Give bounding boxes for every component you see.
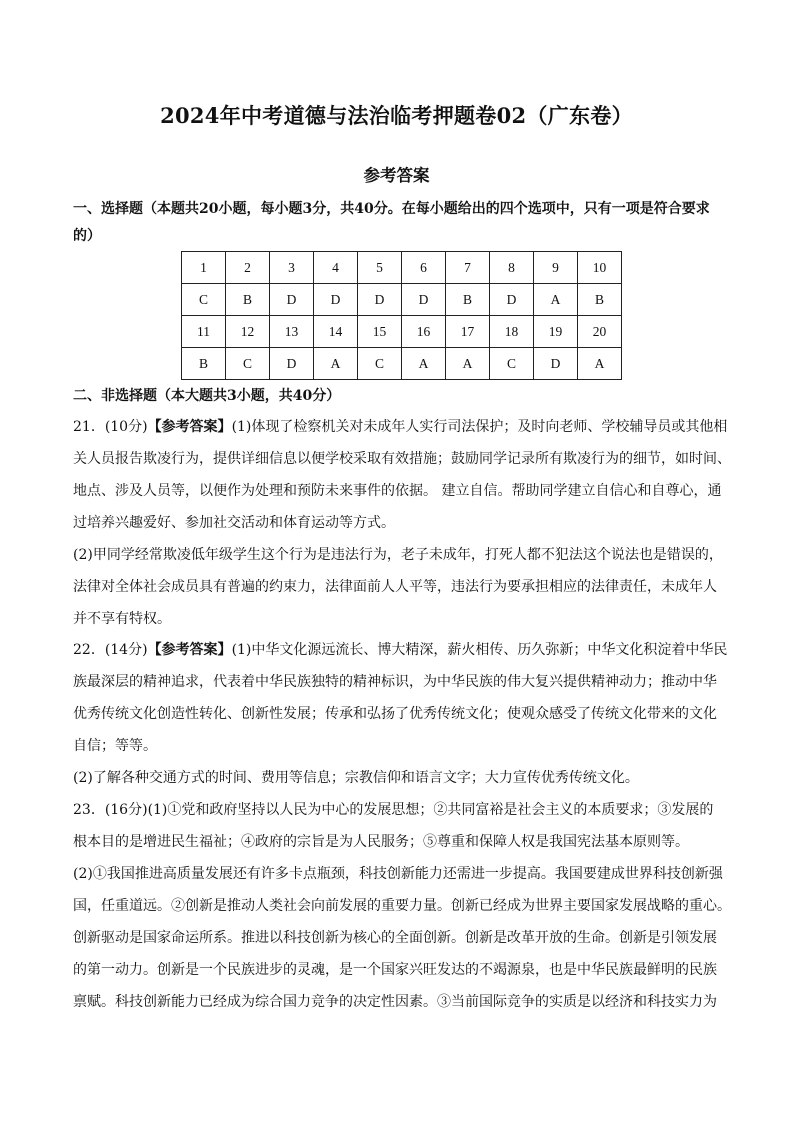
- q21-line: 过培养兴趣爱好、参加社交活动和体育运动等方式。: [73, 515, 395, 531]
- q21-line: 法律对全体社会成员具有普遍的约束力，法律面前人人平等，违法行为要承担相应的法律责任，未成年人: [73, 579, 717, 595]
- question-number-cell: 4: [314, 252, 358, 284]
- answer-table-row: [182, 316, 622, 348]
- answer-table-row: [182, 284, 622, 316]
- question-number-cell: 20: [578, 316, 622, 348]
- answer-cell: B: [226, 284, 270, 316]
- q21-text: (1)体现了检察机关对未成年人实行司法保护；及时向老师、学校辅导员或其他相: [231, 419, 728, 435]
- doc-subtitle: 参考答案: [363, 166, 430, 185]
- q21-line: 关人员报告欺凌行为，提供详细信息以便学校采取有效措施；鼓励同学记录所有欺凌行为的细节，如时间、: [73, 451, 731, 467]
- answer-cell: C: [358, 348, 402, 380]
- q21-tag: 【参考答案】: [147, 419, 232, 435]
- q21-line-1: [73, 411, 733, 443]
- q22-line: 族最深层的精神追求，代表着中华民族独特的精神标识，为中华民族的伟大复兴提供精神动力；推动中华: [73, 674, 717, 690]
- answer-cell: B: [182, 348, 226, 380]
- q23-number: 23．(16分): [73, 802, 148, 818]
- q23-line: 创新驱动是国家命运所系。推进以科技创新为核心的全面创新。创新是改革开放的生命。创新是引领发展: [73, 930, 717, 946]
- section1-heading: 一、选择题（本题共20小题，每小题3分，共40分。在每小题给出的四个选项中，只有一项是符合要求的）: [73, 201, 710, 244]
- question-number-cell: 7: [446, 252, 490, 284]
- answer-cell: A: [402, 348, 446, 380]
- answer-cell: D: [402, 284, 446, 316]
- answer-cell: D: [534, 348, 578, 380]
- question-number-cell: 9: [534, 252, 578, 284]
- answer-cell: D: [358, 284, 402, 316]
- answer-cell: C: [226, 348, 270, 380]
- question-number-cell: 6: [402, 252, 446, 284]
- q22-line-1: [73, 634, 733, 666]
- question-number-cell: 16: [402, 316, 446, 348]
- answer-table: [181, 251, 622, 380]
- q23-line: 根本目的是增进民生福祉；④政府的宗旨是为人民服务；⑤尊重和保障人权是我国宪法基本原则等。: [73, 834, 689, 850]
- q23-line-1: [73, 794, 733, 826]
- question-number-cell: 13: [270, 316, 314, 348]
- answer-cell: B: [446, 284, 490, 316]
- answer-cell: D: [490, 284, 534, 316]
- q23-line: 禀赋。科技创新能力已经成为综合国力竞争的决定性因素。③当前国际竞争的实质是以经济和科技实力为: [73, 994, 717, 1010]
- q22-line: 自信；等等。: [73, 738, 157, 754]
- answer-cell: A: [314, 348, 358, 380]
- q23-line: 国，任重道远。②创新是推动人类社会向前发展的重要力量。创新已经成为世界主要国家发展战略的重心。: [73, 898, 731, 914]
- q22-line: 优秀传统文化创造性转化、创新性发展；传承和弘扬了优秀传统文化；使观众感受了传统文化带来的文化: [73, 706, 717, 722]
- q22-text: (1)中华文化源远流长、博大精深，薪火相传、历久弥新；中华文化积淀着中华民: [231, 642, 728, 658]
- question-number-cell: 8: [490, 252, 534, 284]
- q21-line: 地点、涉及人员等，以便作为处理和预防未来事件的依据。 建立自信。帮助同学建立自信心和自尊心，通: [73, 483, 722, 499]
- question-number-cell: 17: [446, 316, 490, 348]
- question-number-cell: 18: [490, 316, 534, 348]
- answer-cell: D: [270, 284, 314, 316]
- q22-tag: 【参考答案】: [147, 642, 232, 658]
- q21-line: (2)甲同学经常欺凌低年级学生这个行为是违法行为，老子未成年，打死人都不犯法这个说法也是错误的，: [73, 547, 723, 563]
- answer-table-row: [182, 348, 622, 380]
- question-number-cell: 3: [270, 252, 314, 284]
- answer-cell: D: [270, 348, 314, 380]
- q21-line: 并不享有特权。: [73, 611, 171, 627]
- question-number-cell: 2: [226, 252, 270, 284]
- q23-line: (2)①我国推进高质量发展还有许多卡点瓶颈，科技创新能力还需进一步提高。我国要建成世界科技创新强: [73, 866, 723, 882]
- answer-cell: A: [446, 348, 490, 380]
- question-number-cell: 10: [578, 252, 622, 284]
- answer-cell: B: [578, 284, 622, 316]
- q22-number: 22．(14分): [73, 642, 148, 658]
- answer-cell: D: [314, 284, 358, 316]
- question-number-cell: 14: [314, 316, 358, 348]
- question-number-cell: 1: [182, 252, 226, 284]
- question-number-cell: 11: [182, 316, 226, 348]
- question-23: [73, 794, 733, 1018]
- question-number-cell: 15: [358, 316, 402, 348]
- question-number-cell: 5: [358, 252, 402, 284]
- section2-heading: 二、非选择题（本大题共3小题，共40分）: [73, 388, 341, 404]
- question-21: [73, 411, 733, 635]
- q22-line: (2)了解各种交通方式的时间、费用等信息；宗教信仰和语言文字；大力宣传优秀传统文化。: [73, 770, 639, 786]
- q23-text: (1)①党和政府坚持以人民为中心的发展思想；②共同富裕是社会主义的本质要求；③发展的: [147, 802, 714, 818]
- answer-cell: C: [182, 284, 226, 316]
- q21-number: 21．(10分): [73, 419, 148, 435]
- answer-cell: A: [578, 348, 622, 380]
- answer-cell: C: [490, 348, 534, 380]
- question-number-cell: 12: [226, 316, 270, 348]
- question-number-cell: 19: [534, 316, 578, 348]
- answer-table-row: [182, 252, 622, 284]
- doc-title: 2024年中考道德与法治临考押题卷02（广东卷）: [160, 103, 633, 128]
- question-22: [73, 634, 733, 794]
- q23-line: 的第一动力。创新是一个民族进步的灵魂，是一个国家兴旺发达的不竭源泉，也是中华民族最鲜明的民族: [73, 962, 717, 978]
- answer-cell: A: [534, 284, 578, 316]
